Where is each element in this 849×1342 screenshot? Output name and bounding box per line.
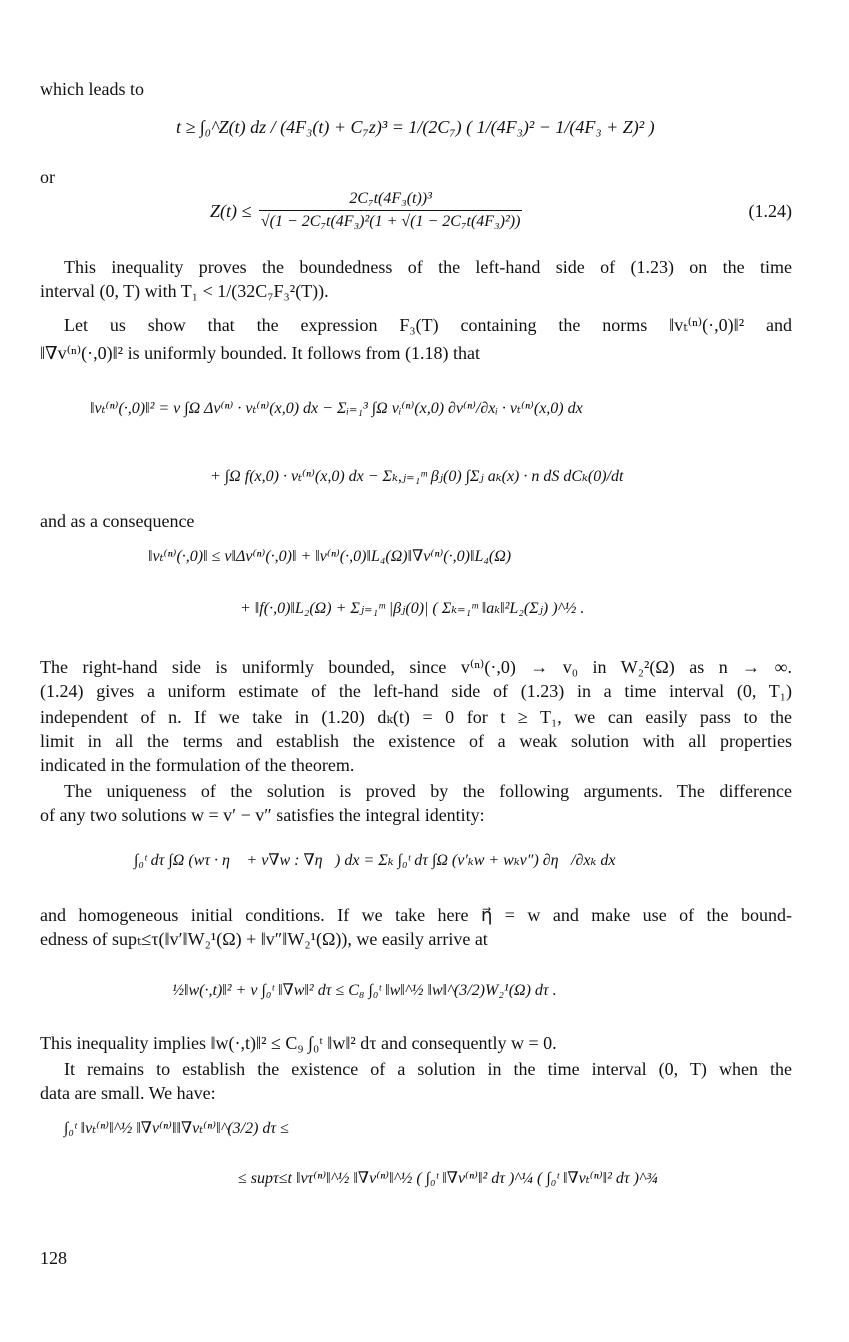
equation-e2 xyxy=(210,188,634,233)
equation-e3a: ‖vₜ⁽ⁿ⁾(·,0)‖² = ν ∫Ω Δv⁽ⁿ⁾ · vₜ⁽ⁿ⁾(x,0) dx − Σᵢ₌₁³ ∫Ω vᵢ⁽ⁿ⁾(x,0) ∂v⁽ⁿ⁾/∂xᵢ · vₜ⁽ⁿ⁾(x,0) dx xyxy=(90,400,583,417)
text-line: or xyxy=(40,167,55,187)
equation-e3b: + ∫Ω f(x,0) · vₜ⁽ⁿ⁾(x,0) dx − Σₖ,ⱼ₌₁ᵐ βⱼ(0) ∫Σⱼ aₖ(x) · n dS dCₖ(0)/dt xyxy=(210,468,624,485)
equation-e2-denominator: √(1 − 2C₇t(4F₃)²(1 + √(1 − 2C₇t(4F₃)²)) xyxy=(260,213,521,230)
text-line: The right-hand side is uniformly bounded, since v⁽ⁿ⁾(·,0) → v₀ in W₂²(Ω) as n → ∞. xyxy=(40,657,792,677)
equation-e7a: ∫₀ᵗ ‖vₜ⁽ⁿ⁾‖^½ ‖∇v⁽ⁿ⁾‖‖∇vₜ⁽ⁿ⁾‖^(3/2) dτ ≤ xyxy=(64,1120,289,1137)
text-line: This inequality implies ‖w(·,t)‖² ≤ C₉ ∫₀ᵗ ‖w‖² dτ and consequently w = 0. xyxy=(40,1033,557,1053)
equation-e7b: ≤ supτ≤t ‖vτ⁽ⁿ⁾‖^½ ‖∇v⁽ⁿ⁾‖^½ ( ∫₀ᵗ ‖∇v⁽ⁿ⁾‖² dτ )^¼ ( ∫₀ᵗ ‖∇vₜ⁽ⁿ⁾‖² dτ )^¾ xyxy=(238,1170,658,1187)
text-line: independent of n. If we take in (1.20) dₖ(t) = 0 for t ≥ T₁, we can easily pass to the xyxy=(40,707,792,727)
text-line: edness of supₜ≤τ(‖v′‖W₂¹(Ω) + ‖v″‖W₂¹(Ω)), we easily arrive at xyxy=(40,929,488,949)
equation-e2-numerator: 2C₇t(4F₃(t))³ xyxy=(259,188,523,211)
text-line: This inequality proves the boundedness of the left-hand side of (1.23) on the time xyxy=(64,257,792,277)
page-number: 128 xyxy=(40,1248,67,1268)
text-line: (1.24) gives a uniform estimate of the left-hand side of (1.23) in a time interval (0, T₁) xyxy=(40,681,792,701)
text-line: Let us show that the expression F₃(T) containing the norms ‖vₜ⁽ⁿ⁾(·,0)‖² and xyxy=(64,315,792,335)
text-line: data are small. We have: xyxy=(40,1083,216,1103)
text-line: interval (0, T) with T₁ < 1/(32C₇F₃²(T)). xyxy=(40,281,329,301)
text-line: and as a consequence xyxy=(40,511,195,531)
text-line: indicated in the formulation of the theorem. xyxy=(40,755,355,775)
text-line: limit in all the terms and establish the existence of a weak solution with all properties xyxy=(40,731,792,751)
text-line: of any two solutions w = v′ − v″ satisfies the integral identity: xyxy=(40,805,485,825)
equation-e2-lhs: Z(t) ≤ xyxy=(210,200,252,221)
equation-number: (1.24) xyxy=(748,201,792,221)
equation-e4b: + ‖f(·,0)‖L₂(Ω) + Σⱼ₌₁ᵐ |βⱼ(0)| ( Σₖ₌₁ᵐ ‖aₖ‖²L₂(Σⱼ) )^½ . xyxy=(240,600,585,617)
equation-e4a: ‖vₜ⁽ⁿ⁾(·,0)‖ ≤ ν‖Δv⁽ⁿ⁾(·,0)‖ + ‖v⁽ⁿ⁾(·,0)‖L₄(Ω)‖∇v⁽ⁿ⁾(·,0)‖L₄(Ω) xyxy=(148,548,512,565)
text-line: The uniqueness of the solution is proved by the following arguments. The difference xyxy=(64,781,792,801)
equation-e1: t ≥ ∫₀^Z(t) dz / (4F₃(t) + C₇z)³ = 1/(2C₇) ( 1/(4F₃)² − 1/(4F₃ + Z)² ) xyxy=(176,117,655,137)
text-line: ‖∇v⁽ⁿ⁾(·,0)‖² is uniformly bounded. It follows from (1.18) that xyxy=(40,343,481,363)
text-line: It remains to establish the existence of a solution in the time interval (0, T) when the xyxy=(64,1059,792,1079)
text-line: and homogeneous initial conditions. If we take here η⃗ = w and make use of the bound- xyxy=(40,905,792,925)
equation-e6: ½‖w(·,t)‖² + ν ∫₀ᵗ ‖∇w‖² dτ ≤ C₈ ∫₀ᵗ ‖w‖^½ ‖w‖^(3/2)W₂¹(Ω) dτ . xyxy=(172,982,557,999)
text-line: which leads to xyxy=(40,79,144,99)
equation-e5: ∫₀ᵗ dτ ∫Ω (wτ · η⃗ + ν∇w : ∇η⃗) dx = Σₖ ∫₀ᵗ dτ ∫Ω (v′ₖw + wₖv″) ∂η⃗/∂xₖ dx xyxy=(134,852,616,869)
